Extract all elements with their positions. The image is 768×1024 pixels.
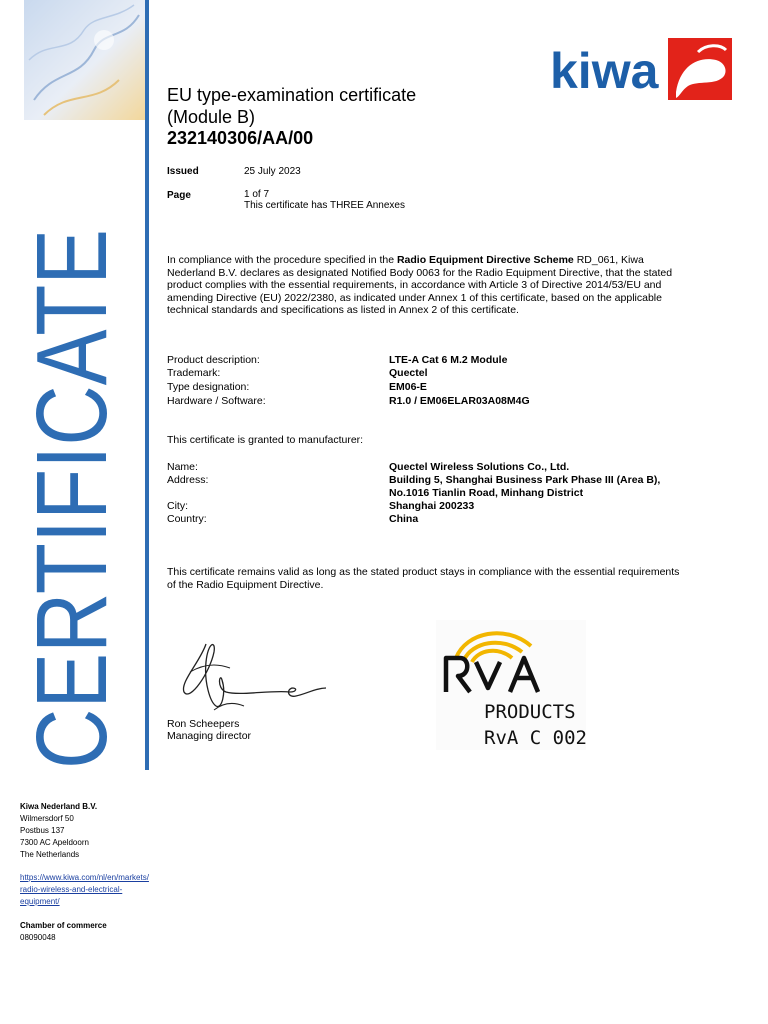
page-number: 1 of 7 (244, 189, 270, 200)
website-link-line1[interactable]: https://www.kiwa.com/nl/en/markets/ (20, 873, 149, 882)
annex-note: This certificate has THREE Annexes (244, 200, 405, 211)
type-designation-row (167, 381, 727, 394)
rva-products-text: PRODUCTS (484, 701, 576, 723)
kiwa-logo (548, 36, 734, 100)
trademark-value: Quectel (389, 367, 428, 379)
address-row (167, 474, 727, 487)
compliance-statement (167, 254, 685, 317)
certificate-number: 232140306/AA/00 (167, 128, 314, 148)
country-label: Country: (167, 513, 207, 525)
granted-to-text: This certificate is granted to manufacturer: (167, 434, 364, 446)
certificate-vertical-title (16, 122, 128, 772)
type-designation-label: Type designation: (167, 381, 250, 393)
product-description-value: LTE-A Cat 6 M.2 Module (389, 354, 508, 366)
hardware-software-row (167, 395, 727, 408)
chamber-of-commerce-label (20, 920, 107, 932)
compliance-text-rest: RD_061, Kiwa Nederland B.V. declares as designated Notified Body 0063 for the Radio Equipment Directive, that the stated product complies with the essential requirements, in accordance with Article 3 of Directive 2014/53/EU and amending Directive (EU) 2022/2380, as indicated under Annex 1 of this certificate, based on the applicable technical standards and specifications as listed in Annex 2 of this certificate. (167, 254, 673, 316)
coc-label-text: Chamber of commerce (20, 921, 107, 930)
address-line1: Building 5, Shanghai Business Park Phase III (Area B), (389, 474, 661, 486)
decorative-artwork (24, 0, 146, 120)
footer-postbus: Postbus 137 (20, 826, 65, 835)
validity-statement: This certificate remains valid as long as the stated product stays in compliance with the essential requirements of the Radio Equipment Directive. (167, 566, 680, 591)
website-link[interactable] (20, 872, 149, 908)
issued-label: Issued (167, 166, 199, 177)
product-description-label: Product description: (167, 354, 260, 366)
address-row-2 (167, 487, 727, 500)
compliance-text-start: In compliance with the procedure specified in the (167, 254, 397, 266)
rva-code-text: RvA C 002 (484, 727, 587, 749)
footer-company (20, 801, 97, 813)
trademark-row (167, 367, 727, 380)
scheme-name: Radio Equipment Directive Scheme (396, 254, 574, 266)
certificate-title-line2: (Module B) (167, 107, 256, 127)
hardware-software-label: Hardware / Software: (167, 395, 266, 407)
city-label: City: (167, 500, 188, 512)
city-value: Shanghai 200233 (389, 500, 475, 512)
footer-country: The Netherlands (20, 850, 80, 859)
issued-date: 25 July 2023 (244, 166, 301, 177)
address-line2: No.1016 Tianlin Road, Minhang District (389, 487, 584, 499)
company-name: Kiwa Nederland B.V. (20, 802, 98, 811)
city-row (167, 500, 727, 513)
website-link-line2[interactable]: radio-wireless-and-electrical- (20, 885, 123, 894)
manufacturer-name-value: Quectel Wireless Solutions Co., Ltd. (389, 461, 570, 473)
certificate-word: CERTIFICATE (16, 122, 128, 769)
product-description-row (167, 354, 727, 367)
page-label: Page (167, 190, 191, 201)
manufacturer-name-row (167, 461, 727, 474)
signatory-name: Ron Scheepers (167, 718, 240, 730)
hardware-software-value: R1.0 / EM06ELAR03A08M4G (389, 395, 530, 407)
footer-street: Wilmersdorf 50 (20, 814, 74, 823)
vertical-accent-bar (145, 0, 149, 770)
chamber-of-commerce-number: 08090048 (20, 933, 56, 942)
signatory-role: Managing director (167, 730, 252, 742)
type-designation-value: EM06-E (389, 381, 427, 393)
certificate-title-line1: EU type-examination certificate (167, 85, 417, 105)
website-link-line3[interactable]: equipment/ (20, 897, 60, 906)
country-value: China (389, 513, 419, 525)
address-label: Address: (167, 474, 209, 486)
country-row (167, 513, 727, 526)
footer-city: 7300 AC Apeldoorn (20, 838, 89, 847)
rva-accreditation-logo (436, 620, 586, 750)
signature-image (170, 632, 330, 717)
trademark-label: Trademark: (167, 367, 221, 379)
kiwa-logo-text: kiwa (550, 43, 659, 99)
manufacturer-name-label: Name: (167, 461, 198, 473)
